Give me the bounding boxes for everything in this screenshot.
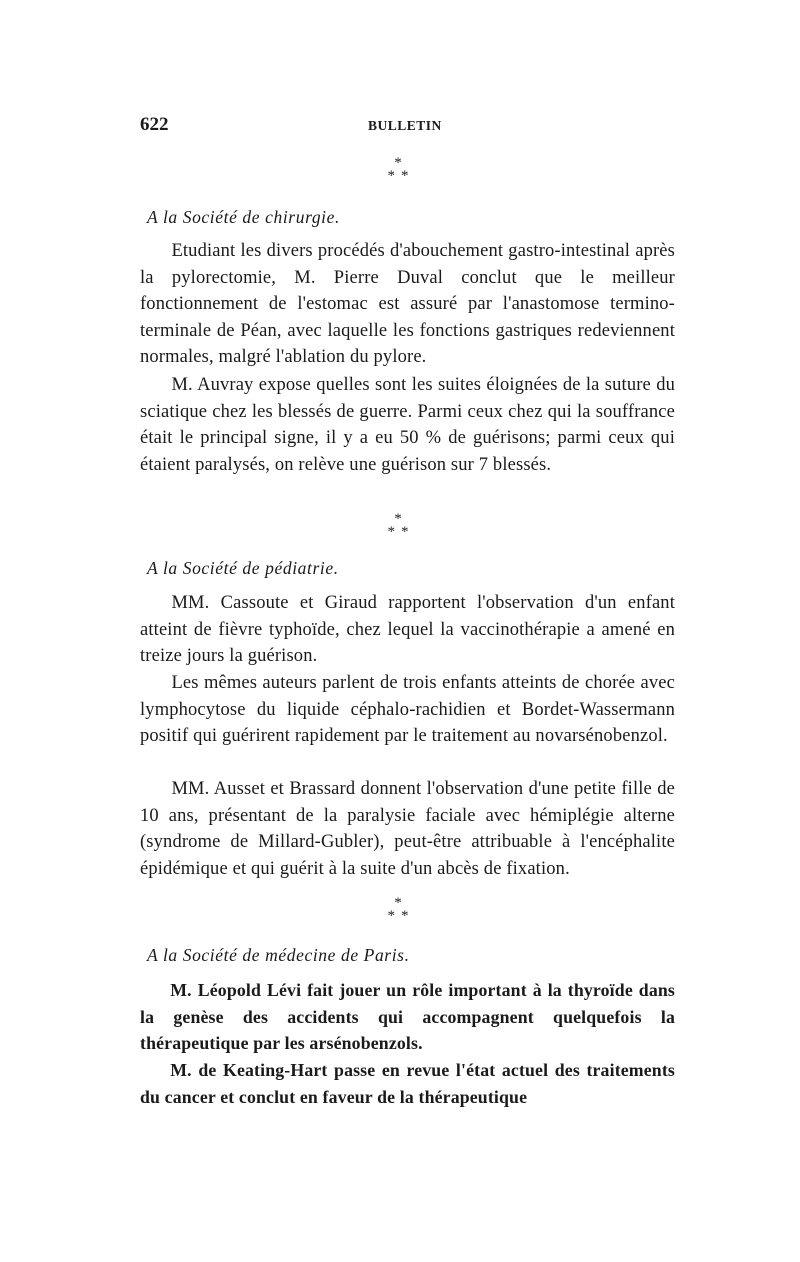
section-heading-chirurgie: A la Société de chirurgie. — [147, 207, 340, 227]
asterism-star-top: * — [394, 155, 402, 171]
asterism-separator — [378, 896, 418, 930]
paragraph-cassoute-giraud: MM. Cassoute et Giraud rapportent l'observation d'un enfant atteint de fièvre typhoïde, chez lequel la vaccinothérapie a amené en treize jours la guérison. — [140, 593, 675, 667]
section-heading-medecine: A la Société de médecine de Paris. — [147, 945, 410, 965]
journal-title: BULLETIN — [368, 118, 442, 133]
page-number: 622 — [140, 114, 169, 135]
asterism-star-bottom-left: ** — [387, 168, 415, 184]
paragraph-levi: M. Léopold Lévi fait jouer un rôle important à la thyroïde dans la genèse des accidents qui accompagnent quelquefois la thérapeutique par les arsénobenzols. — [140, 980, 675, 1054]
asterism-separator — [378, 512, 418, 546]
asterism-star-top: * — [394, 895, 402, 911]
paragraph-auvray: M. Auvray expose quelles sont les suites éloignées de la suture du sciatique chez les blessés de guerre. Parmi ceux chez qui la souffrance était le principal signe, il y a eu 50 % de guérisons; parmi ceux qui étaient paralysés, on relève une guérison sur 7 blessés. — [140, 375, 675, 475]
paragraph-chorea: Les mêmes auteurs parlent de trois enfants atteints de chorée avec lymphocytose du liquide céphalo-rachidien et Bordet-Wassermann positif qui guérirent rapidement par le traitement au novarsénobenzol. — [140, 673, 675, 747]
paragraph-ausset-brassard: MM. Ausset et Brassard donnent l'observation d'une petite fille de 10 ans, présentant de la paralysie faciale avec hémiplégie alterne (syndrome de Millard-Gubler), peut-être attribuable à l'encéphalite épidémique et qui guérit à la suite d'un abcès de fixation. — [140, 779, 675, 879]
section-heading-pediatrie: A la Société de pédiatrie. — [147, 558, 339, 578]
paragraph-keating-hart: M. de Keating-Hart passe en revue l'état actuel des traitements du cancer et conclut en faveur de la thérapeutique — [140, 1060, 675, 1107]
asterism-star-bottom-left: ** — [387, 908, 415, 924]
asterism-star-bottom-left: ** — [387, 524, 415, 540]
asterism-star-top: * — [394, 511, 402, 527]
asterism-separator — [378, 156, 418, 190]
running-head — [140, 114, 675, 138]
paragraph-duval: Etudiant les divers procédés d'abouchement gastro-intestinal après la pylorectomie, M. Pierre Duval conclut que le meilleur fonctionnement de l'estomac est assuré par l'anastomose termino-terminale de Péan, avec laquelle les fonctions gastriques redeviennent normales, malgré l'ablation du pylore. — [140, 241, 675, 368]
